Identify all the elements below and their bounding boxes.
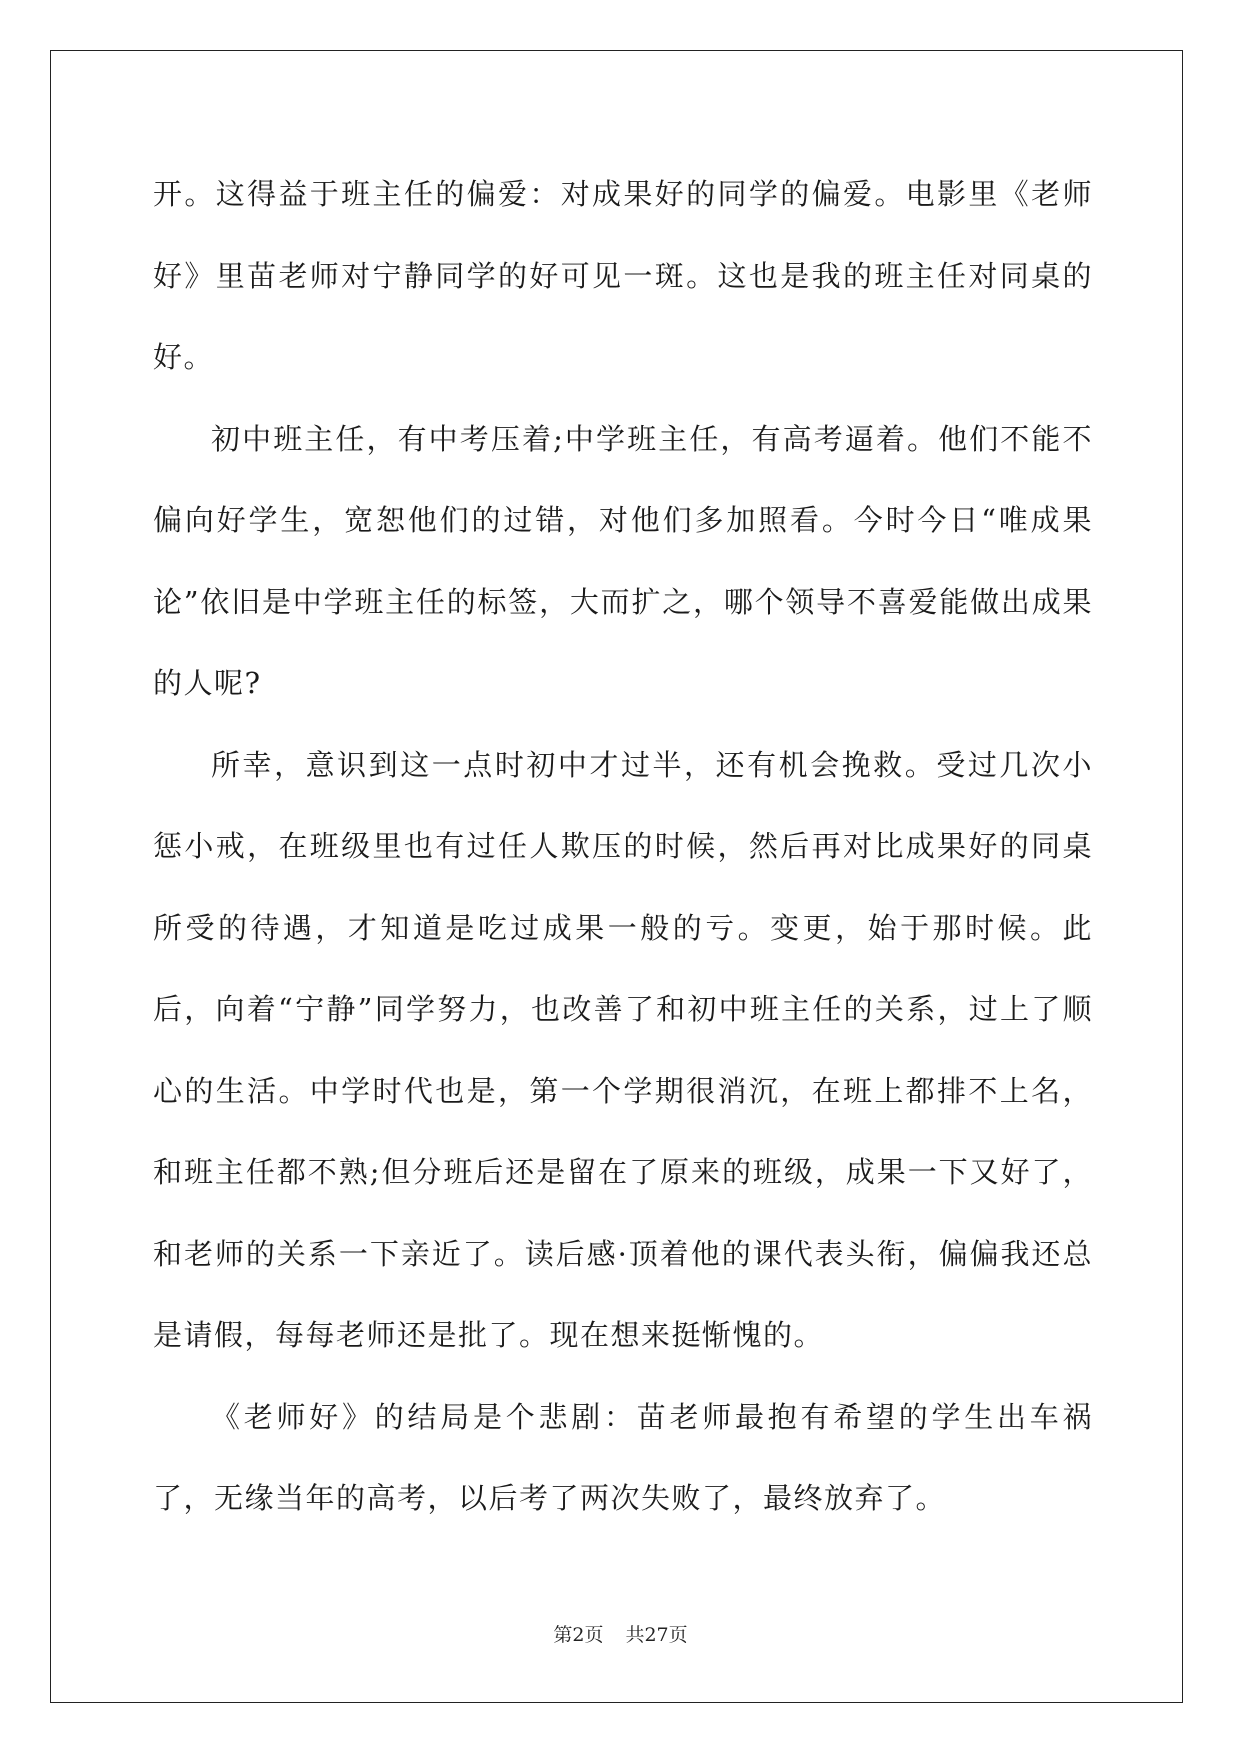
paragraph-2: 初中班主任，有中考压着;中学班主任，有高考逼着。他们不能不偏向好学生，宽恕他们的过错，对他们多加照看。今时今日“唯成果论”依旧是中学班主任的标签，大而扩之，哪个领导不喜爱能做出成果的人呢? (153, 421, 1093, 700)
total-pages-label: 共27页 (625, 1624, 688, 1646)
paragraph-4: 《老师好》的结局是个悲剧：苗老师最抱有希望的学生出车祸了，无缘当年的高考，以后考了两次失败了，最终放弃了。 (153, 1399, 1093, 1515)
paragraph-1: 开。这得益于班主任的偏爱：对成果好的同学的偏爱。电影里《老师好》里苗老师对宁静同学的好可见一斑。这也是我的班主任对同桌的好。 (153, 177, 1093, 374)
document-body (153, 154, 1093, 1540)
paragraph-3: 所幸，意识到这一点时初中才过半，还有机会挽救。受过几次小惩小戒，在班级里也有过任人欺压的时候，然后再对比成果好的同桌所受的待遇，才知道是吃过成果一般的亏。变更，始于那时候。此后，向着“宁静”同学努力，也改善了和初中班主任的关系，过上了顺心的生活。中学时代也是，第一个学期很消沉，在班上都排不上名，和班主任都不熟;但分班后还是留在了原来的班级，成果一下又好了，和老师的关系一下亲近了。读后感·顶着他的课代表头衔，偏偏我还总是请假，每每老师还是批了。现在想来挺惭愧的。 (153, 747, 1093, 1352)
page-footer (0, 1620, 1241, 1647)
current-page-label: 第2页 (553, 1624, 604, 1646)
